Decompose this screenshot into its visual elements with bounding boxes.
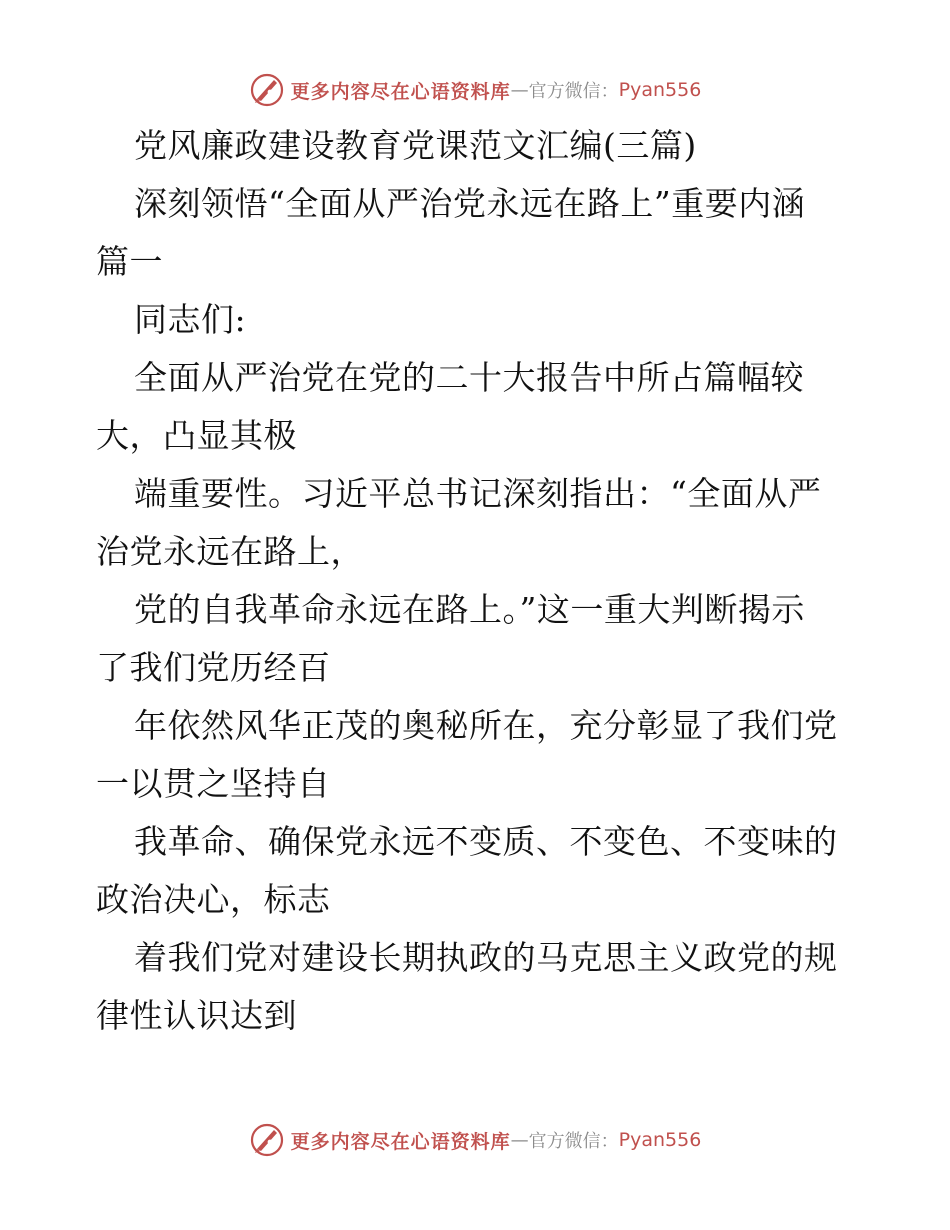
text-line: 治党永远在路上， <box>96 532 364 571</box>
footer-dash: — <box>510 1129 529 1151</box>
header-site-name: 更多内容尽在心语资料库 <box>290 80 511 103</box>
text-line: 深刻领悟“全面从严治党永远在路上”重要内涵 <box>134 184 806 223</box>
document-body <box>96 117 856 1045</box>
text-line: 了我们党历经百 <box>96 648 331 687</box>
footer-wechat-id: Pyan556 <box>618 1129 702 1151</box>
text-line: 篇一 <box>96 242 163 281</box>
document-title: 党风廉政建设教育党课范文汇编(三篇) <box>134 126 697 165</box>
text-line: 党的自我革命永远在路上。”这一重大判断揭示 <box>134 590 805 629</box>
text-line: 政治决心，标志 <box>96 880 331 919</box>
footer-site-name: 更多内容尽在心语资料库 <box>290 1130 511 1153</box>
header-watermark-banner <box>0 70 950 110</box>
footer-watermark-banner <box>0 1120 950 1160</box>
text-line: 年依然风华正茂的奥秘所在，充分彰显了我们党 <box>134 706 838 745</box>
text-line: 大，凸显其极 <box>96 416 297 455</box>
footer-wechat-label: 官方微信： <box>528 1131 619 1152</box>
text-line: 着我们党对建设长期执政的马克思主义政党的规 <box>134 938 838 977</box>
text-line: 全面从严治党在党的二十大报告中所占篇幅较 <box>134 358 804 397</box>
header-banner-inner <box>249 72 702 108</box>
quill-logo-icon <box>249 1122 285 1158</box>
header-wechat-label: 官方微信： <box>528 81 619 102</box>
text-line: 律性认识达到 <box>96 996 297 1035</box>
header-wechat-id: Pyan556 <box>618 79 702 101</box>
text-line: 同志们: <box>134 300 247 339</box>
header-dash: — <box>510 79 529 101</box>
text-line: 端重要性。习近平总书记深刻指出：“全面从严 <box>134 474 822 513</box>
text-line: 一以贯之坚持自 <box>96 764 331 803</box>
footer-banner-inner <box>249 1122 702 1158</box>
quill-logo-icon <box>249 72 285 108</box>
text-line: 我革命、确保党永远不变质、不变色、不变味的 <box>134 822 838 861</box>
